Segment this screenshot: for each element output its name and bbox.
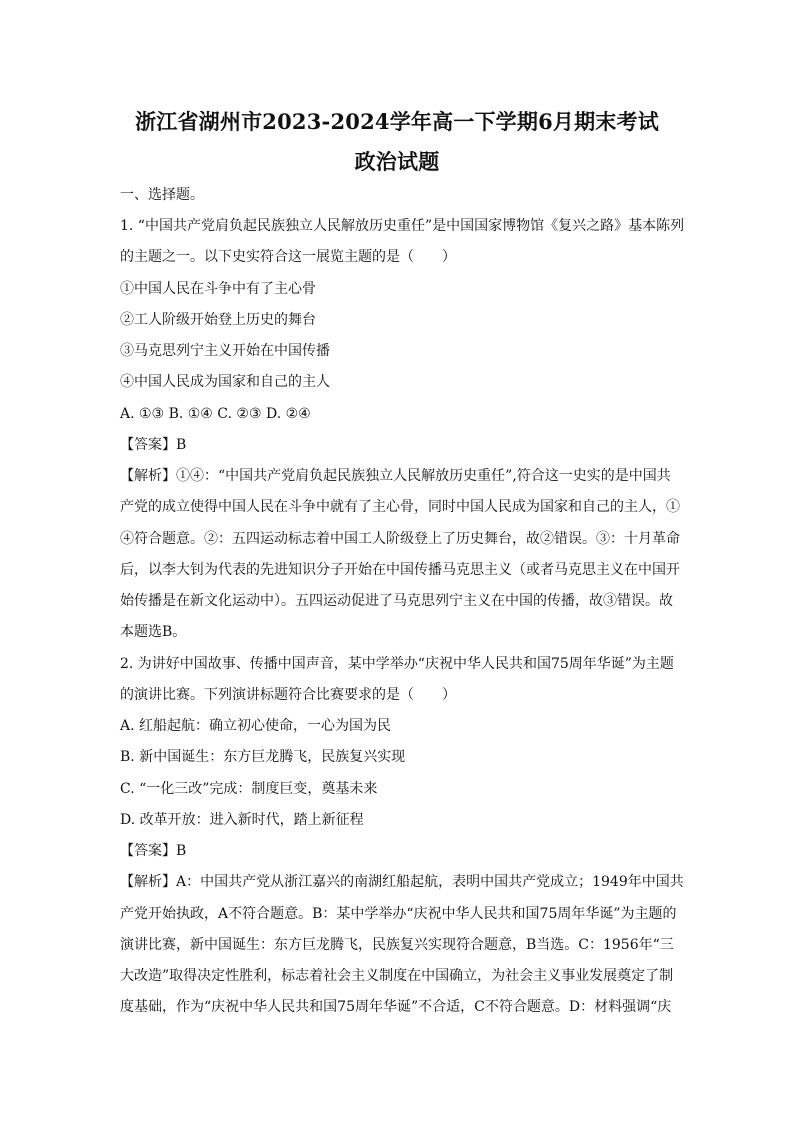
question-1-statement: ②工人阶级开始登上历史的舞台 xyxy=(120,312,316,328)
page-subtitle: 政治试题 xyxy=(354,149,440,174)
question-2-explanation: 【解析】A：中国共产党从浙江嘉兴的南湖红船起航，表明中国共产党成立；1949年中国共 xyxy=(120,874,684,890)
question-2-stem: 2. 为讲好中国故事、传播中国声音，某中学举办“庆祝中华人民共和国75周年华诞”为主题 xyxy=(120,656,674,672)
question-1-explanation: 后，以李大钊为代表的先进知识分子开始在中国传播马克思主义（或者马克思主义在中国开 xyxy=(120,562,680,578)
question-1-explanation: 产党的成立使得中国人民在斗争中就有了主心骨，同时中国人民成为国家和自己的主人，① xyxy=(120,499,680,515)
question-2-explanation: 大改造”取得决定性胜利，标志着社会主义制度在中国确立，为社会主义事业发展奠定了制 xyxy=(120,968,674,984)
question-1-explanation: 始传播是在新文化运动中）。五四运动促进了马克思列宁主义在中国的传播，故③错误。故 xyxy=(120,593,673,609)
question-1-stem: 的主题之一。以下史实符合这一展览主题的是（ ） xyxy=(120,249,456,265)
question-2-explanation: 度基础，作为“庆祝中华人民共和国75周年华诞”不合适，C不符合题意。D：材料强调“庆 xyxy=(120,999,672,1015)
question-1-choices: A. ①③ B. ①④ C. ②③ D. ②④ xyxy=(120,406,311,422)
question-2-stem: 的演讲比赛。下列演讲标题符合比赛要求的是（ ） xyxy=(120,687,456,703)
question-2-explanation: 产党开始执政，A不符合题意。B：某中学举办“庆祝中华人民共和国75周年华诞”为主题的 xyxy=(120,906,677,922)
question-2-option-b: B. 新中国诞生：东方巨龙腾飞，民族复兴实现 xyxy=(120,749,406,765)
question-1-answer: 【答案】B xyxy=(120,437,187,453)
question-2-option-c: C. “一化三改”完成：制度巨变，奠基未来 xyxy=(120,781,378,797)
question-2-answer: 【答案】B xyxy=(120,843,187,859)
question-2-option-a: A. 红船起航：确立初心使命，一心为国为民 xyxy=(120,718,392,734)
question-1-explanation: 本题选B。 xyxy=(120,624,187,640)
question-2-explanation: 演讲比赛，新中国诞生：东方巨龙腾飞，民族复兴实现符合题意，B当选。C：1956年“三 xyxy=(120,937,674,953)
page-title: 浙江省湖州市2023-2024学年高一下学期6月期末考试 xyxy=(135,109,659,134)
question-1-stem: 1. “中国共产党肩负起民族独立人民解放历史重任”是中国国家博物馆《复兴之路》基本陈列 xyxy=(120,218,685,234)
section-heading: 一、选择题。 xyxy=(120,187,204,203)
question-2-option-d: D. 改革开放：进入新时代，踏上新征程 xyxy=(120,812,364,828)
question-1-statement: ①中国人民在斗争中有了主心骨 xyxy=(120,281,316,297)
question-1-statement: ③马克思列宁主义开始在中国传播 xyxy=(120,343,330,359)
question-1-explanation: ④符合题意。②：五四运动标志着中国工人阶级登上了历史舞台，故②错误。③：十月革命 xyxy=(120,531,680,547)
question-1-explanation: 【解析】①④：“中国共产党肩负起民族独立人民解放历史重任”,符合这一史实的是中国共 xyxy=(120,468,671,484)
question-1-statement: ④中国人民成为国家和自己的主人 xyxy=(120,374,330,390)
